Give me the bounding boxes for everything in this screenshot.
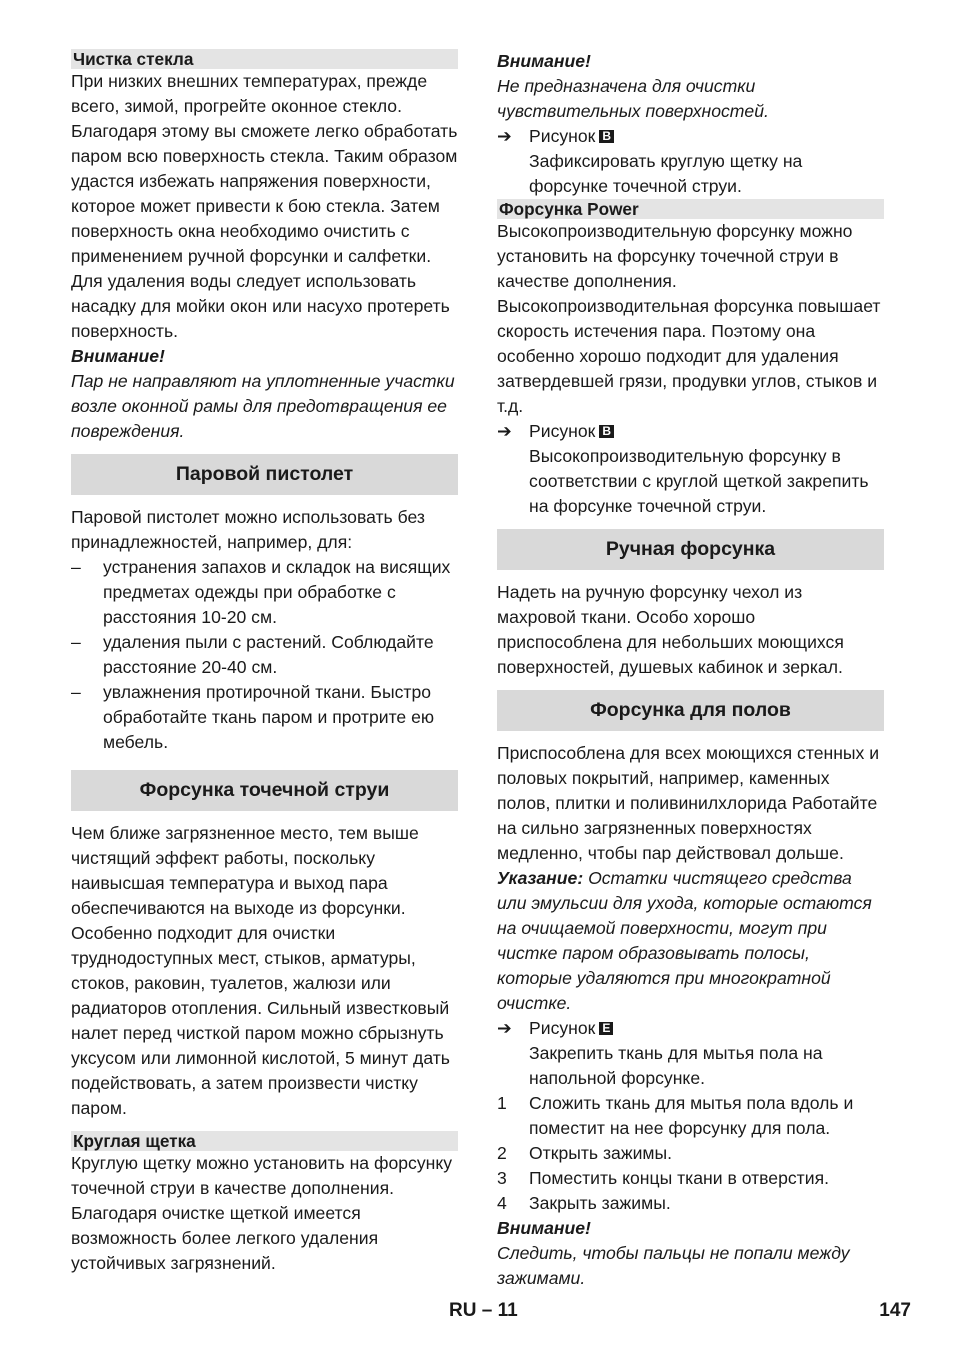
steam-gun-intro: Паровой пистолет можно использовать без принадлежностей, например, для: bbox=[71, 507, 425, 552]
figure-letter-badge: B bbox=[599, 130, 614, 143]
floor-paragraph: Приспособлена для всех моющихся стенных и половых покрытий, например, каменных полов, плитки и поливинилхлорида Работайте на сильно загрязненных поверхностях медленно, чтобы пар действовал дольше. bbox=[497, 743, 880, 863]
figure-instruction-text: Закрепить ткань для мытья пола на напольной форсунке. bbox=[529, 1043, 823, 1088]
list-marker: – bbox=[71, 632, 81, 652]
step-number: 3 bbox=[497, 1168, 507, 1188]
step-number: 4 bbox=[497, 1193, 507, 1213]
list-item bbox=[497, 1091, 884, 1141]
page-number: 147 bbox=[879, 1300, 911, 1321]
floor-note bbox=[497, 866, 884, 1016]
list-item-text: удаления пыли с растений. Соблюдайте расстояние 20-40 см. bbox=[103, 632, 434, 677]
section-title-glass: Чистка стекла bbox=[71, 49, 458, 69]
arrow-right-icon: ➔ bbox=[497, 126, 512, 146]
section-title-power-nozzle: Форсунка Power bbox=[497, 199, 884, 219]
spot-nozzle-paragraph: Чем ближе загрязненное место, тем выше чистящий эффект работы, поскольку наивысшая температура и выход пара обеспечиваются на выходе из форсунки. Особенно подходит для очистки труднодоступных мест, стыков, арматуры, стоков, раковин, туалетов, жалюзи или радиаторов отопления. Сильный известковый налет перед чисткой паром можно сбрызнуть уксусом или лимонной кислотой, 5 минут дать подействовать, а затем произвести чистку паром. bbox=[71, 823, 450, 1118]
section-header-floor-nozzle: Форсунка для полов bbox=[497, 690, 884, 731]
floor-warning-text: Следить, чтобы пальцы не попали между зажимами. bbox=[497, 1243, 850, 1288]
floor-note-text: Остатки чистящего средства или эмульсии для ухода, которые остаются на очищаемой поверхности, могут при чистке паром образовывать полосы, которые удаляются при многократной очистке. bbox=[497, 868, 872, 1013]
hand-paragraph: Надеть на ручную форсунку чехол из махровой ткани. Особо хорошо приспособлена для небольших моющихся поверхностей, душевых кабинок и зеркал. bbox=[497, 582, 844, 677]
figure-instruction bbox=[497, 149, 884, 199]
right-column bbox=[497, 49, 884, 1291]
list-item-text: устранения запахов и складок на висящих предметах одежды при обработке с расстояния 10-20 см. bbox=[103, 557, 451, 627]
figure-instruction-text: Высокопроизводительную форсунку в соответствии с круглой щеткой закрепить на форсунке точечной струи. bbox=[529, 446, 869, 516]
figure-instruction bbox=[497, 444, 884, 519]
section-header-spot-nozzle: Форсунка точечной струи bbox=[71, 770, 458, 811]
list-item bbox=[71, 630, 458, 680]
arrow-right-icon: ➔ bbox=[497, 1018, 512, 1038]
list-item bbox=[497, 1141, 884, 1166]
list-item-text: увлажнения протирочной ткани. Быстро обработайте ткань паром и протрите ею мебель. bbox=[103, 682, 435, 752]
section-header-steam-gun: Паровой пистолет bbox=[71, 454, 458, 495]
figure-instruction bbox=[497, 1041, 884, 1091]
arrow-right-icon: ➔ bbox=[497, 421, 512, 441]
figure-label: Рисунок bbox=[529, 1018, 596, 1038]
figure-reference bbox=[497, 419, 884, 444]
step-text: Открыть зажимы. bbox=[529, 1143, 673, 1163]
figure-label: Рисунок bbox=[529, 421, 596, 441]
list-item bbox=[71, 555, 458, 630]
brush-warning-label: Внимание! bbox=[497, 51, 591, 71]
power-paragraph-2: Высокопроизводительная форсунка повышает скорость истечения пара. Поэтому она особенно хорошо подходит для удаления затвердевшей грязи, продувки углов, стыков и т.д. bbox=[497, 296, 881, 416]
glass-paragraph: При низких внешних температурах, прежде всего, зимой, прогрейте оконное стекло. Благодаря этому вы сможете легко обработать паром всю поверхность стекла. Таким образом удастся избежать напряжения поверхности, которое может привести к бою стекла. Затем поверхность окна необходимо очистить с применением ручной форсунки и салфетки. Для удаления воды следует использовать насадку для мойки окон или насухо протереть поверхность. bbox=[71, 71, 458, 341]
figure-reference bbox=[497, 1016, 884, 1041]
figure-reference bbox=[497, 124, 884, 149]
round-brush-paragraph: Круглую щетку можно установить на форсунку точечной струи в качестве дополнения. Благодаря очистке щеткой имеется возможность более легкого удаления устойчивых загрязнений. bbox=[71, 1153, 453, 1273]
figure-letter-badge: B bbox=[599, 425, 614, 438]
list-item bbox=[71, 680, 458, 755]
step-number: 1 bbox=[497, 1093, 507, 1113]
section-header-hand-nozzle: Ручная форсунка bbox=[497, 529, 884, 570]
step-text: Закрыть зажимы. bbox=[529, 1193, 671, 1213]
list-marker: – bbox=[71, 557, 81, 577]
floor-note-label: Указание: bbox=[497, 868, 584, 888]
power-paragraph-1: Высокопроизводительную форсунку можно установить на форсунку точечной струи в качестве дополнения. bbox=[497, 221, 853, 291]
floor-warning-label: Внимание! bbox=[497, 1218, 591, 1238]
glass-warning-text: Пар не направляют на уплотненные участки возле оконной рамы для предотвращения ее повреждения. bbox=[71, 371, 455, 441]
glass-warning-label: Внимание! bbox=[71, 346, 165, 366]
figure-letter-badge: E bbox=[599, 1022, 613, 1035]
brush-warning-text: Не предназначена для очистки чувствительных поверхностей. bbox=[497, 76, 769, 121]
section-title-round-brush: Круглая щетка bbox=[71, 1131, 458, 1151]
footer-section-label: RU – 11 bbox=[449, 1300, 518, 1321]
list-item bbox=[497, 1191, 884, 1216]
step-number: 2 bbox=[497, 1143, 507, 1163]
step-text: Сложить ткань для мытья пола вдоль и поместит на нее форсунку для пола. bbox=[529, 1093, 854, 1138]
left-column bbox=[71, 49, 458, 1276]
list-item bbox=[497, 1166, 884, 1191]
figure-label: Рисунок bbox=[529, 126, 596, 146]
list-marker: – bbox=[71, 682, 81, 702]
figure-instruction-text: Зафиксировать круглую щетку на форсунке точечной струи. bbox=[529, 151, 803, 196]
step-text: Поместить концы ткани в отверстия. bbox=[529, 1168, 829, 1188]
